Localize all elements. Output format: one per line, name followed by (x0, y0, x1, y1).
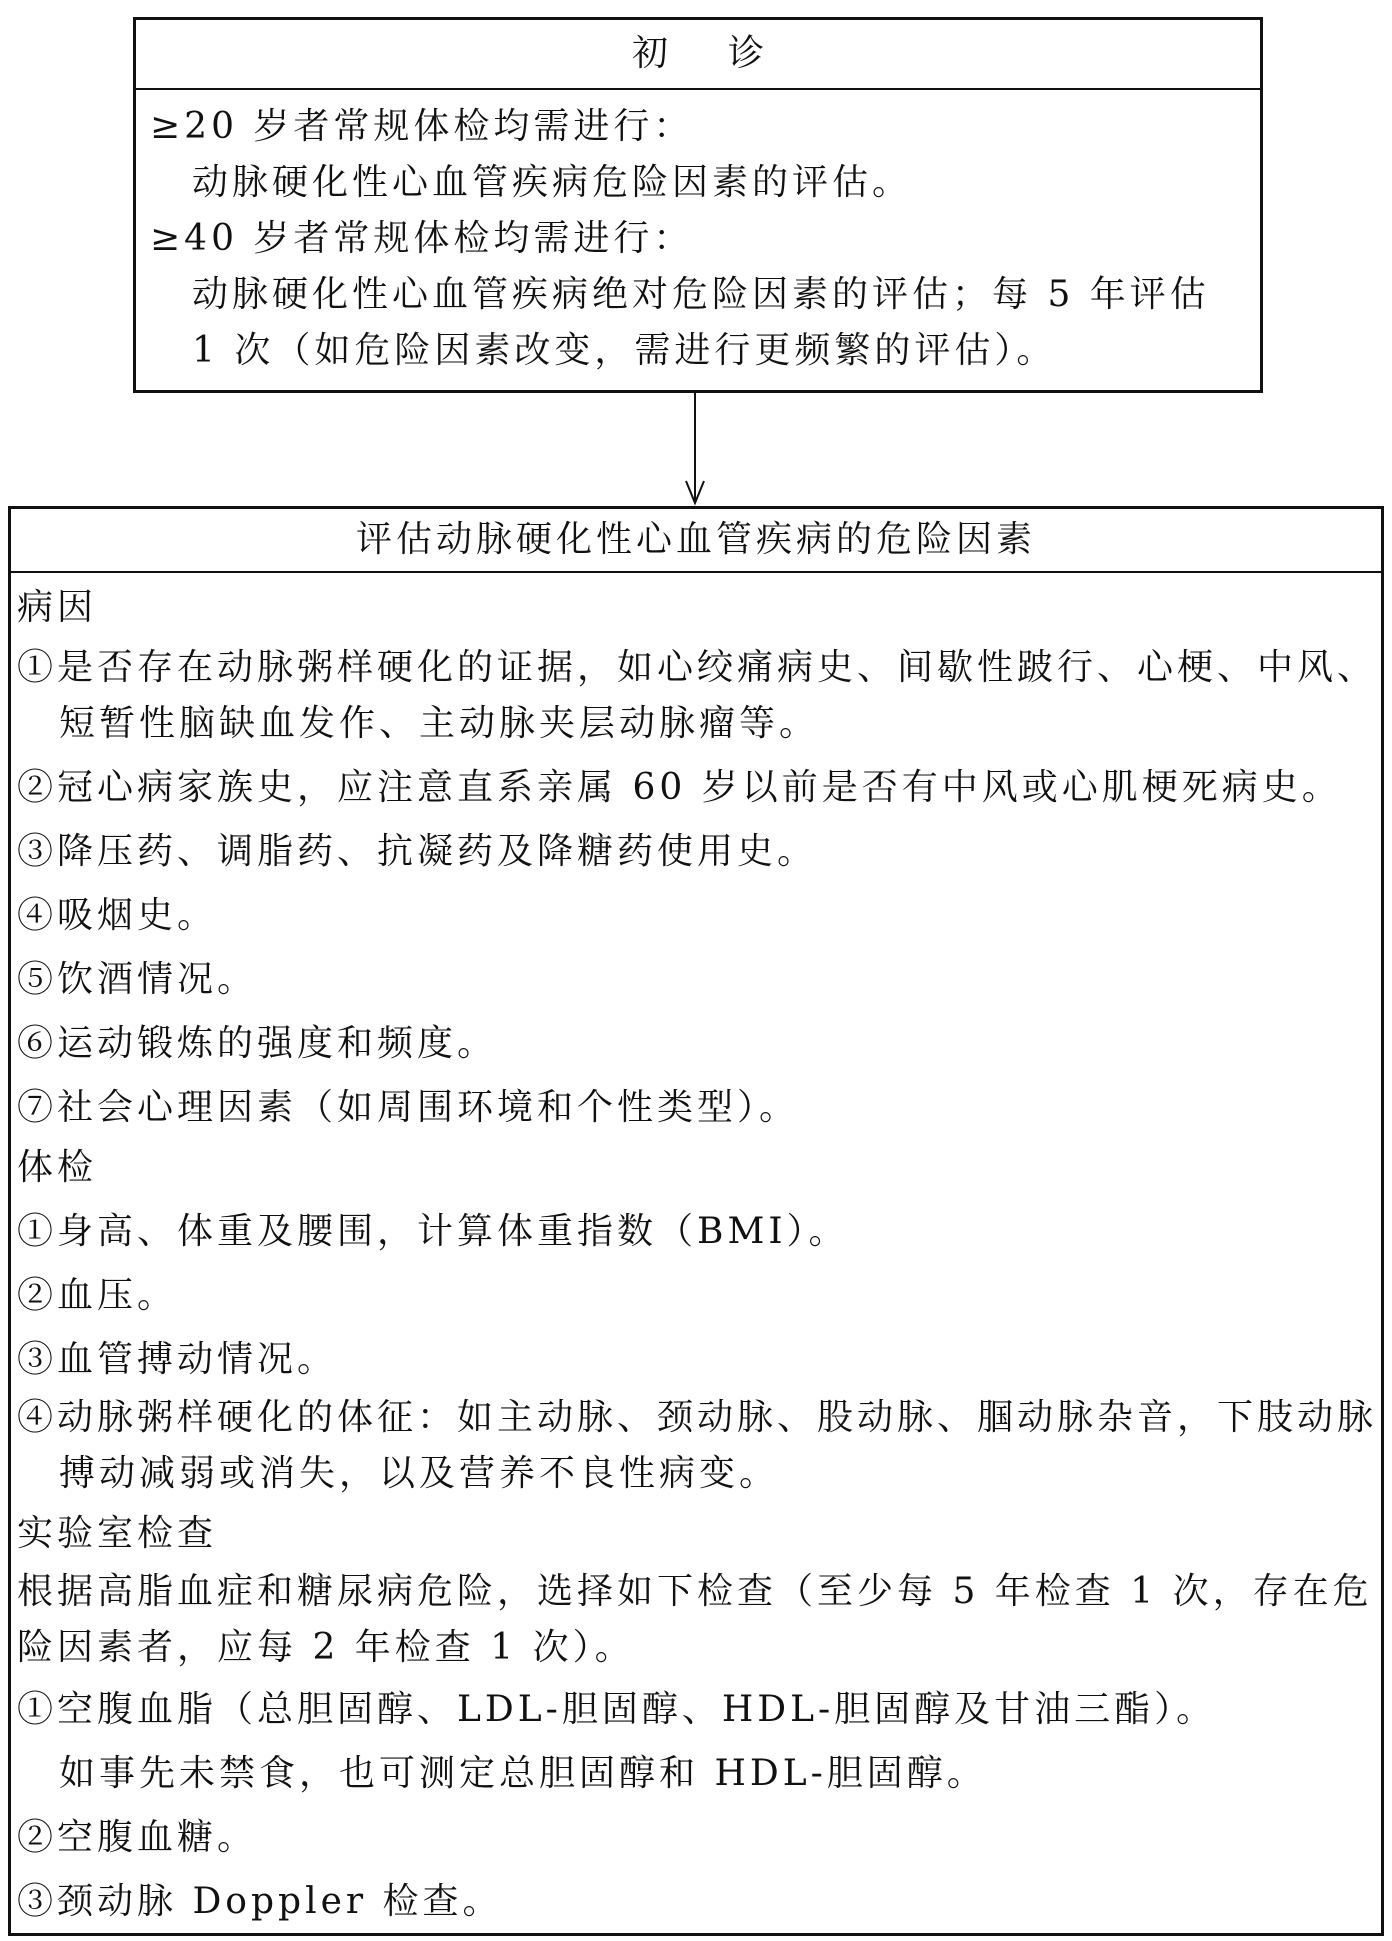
initial-line-3: ≥40 岁者常规体检均需进行： (150, 218, 694, 259)
exam-item-2: ②血压。 (17, 1275, 178, 1316)
lab-heading: 实验室检查 (17, 1513, 218, 1554)
exam-item-3: ③血管搏动情况。 (17, 1339, 338, 1380)
etiology-item-1-cont: 短暂性脑缺血发作、主动脉夹层动脉瘤等。 (59, 703, 820, 744)
initial-line-2: 动脉硬化性心血管疾病危险因素的评估。 (192, 162, 913, 203)
risk-assessment-title: 评估动脉硬化性心血管疾病的危险因素 (11, 509, 1381, 573)
lab-intro-1: 根据高脂血症和糖尿病危险，选择如下检查（至少每 5 年检查 1 次，存在危 (17, 1571, 1373, 1612)
down-arrow-icon (680, 393, 710, 506)
exam-item-4-cont: 搏动减弱或消失，以及营养不良性病变。 (59, 1453, 780, 1494)
exam-item-1: ①身高、体重及腰围，计算体重指数（BMI）。 (17, 1211, 849, 1252)
etiology-item-2: ②冠心病家族史，应注意直系亲属 60 岁以前是否有中风或心肌梗死病史。 (17, 767, 1342, 808)
risk-assessment-box (8, 506, 1384, 1936)
etiology-heading: 病因 (17, 587, 98, 628)
initial-visit-title: 初诊 (136, 20, 1260, 90)
initial-visit-box (133, 17, 1263, 393)
initial-line-4: 动脉硬化性心血管疾病绝对危险因素的评估；每 5 年评估 (192, 274, 1210, 315)
etiology-item-5: ⑤饮酒情况。 (17, 959, 258, 1000)
etiology-item-6: ⑥运动锻炼的强度和频度。 (17, 1023, 498, 1064)
lab-item-2: ②空腹血糖。 (17, 1817, 258, 1858)
etiology-item-4: ④吸烟史。 (17, 895, 218, 936)
lab-item-1: ①空腹血脂（总胆固醇、LDL-胆固醇、HDL-胆固醇及甘油三酯）。 (17, 1689, 1217, 1730)
lab-item-1-note: 如事先未禁食，也可测定总胆固醇和 HDL-胆固醇。 (59, 1753, 987, 1794)
etiology-item-1: ①是否存在动脉粥样硬化的证据，如心绞痛病史、间歇性跛行、心梗、中风、 (17, 647, 1378, 688)
initial-line-5: 1 次（如危险因素改变，需进行更频繁的评估）。 (192, 330, 1057, 371)
initial-line-1: ≥20 岁者常规体检均需进行： (150, 106, 694, 147)
lab-item-3: ③颈动脉 Doppler 检查。 (17, 1881, 503, 1922)
exam-heading: 体检 (17, 1147, 98, 1188)
etiology-item-3: ③降压药、调脂药、抗凝药及降糖药使用史。 (17, 831, 818, 872)
lab-intro-2: 险因素者，应每 2 年检查 1 次）。 (17, 1627, 635, 1668)
exam-item-4: ④动脉粥样硬化的体征：如主动脉、颈动脉、股动脉、腘动脉杂音，下肢动脉 (17, 1397, 1378, 1438)
etiology-item-7: ⑦社会心理因素（如周围环境和个性类型）。 (17, 1087, 800, 1128)
